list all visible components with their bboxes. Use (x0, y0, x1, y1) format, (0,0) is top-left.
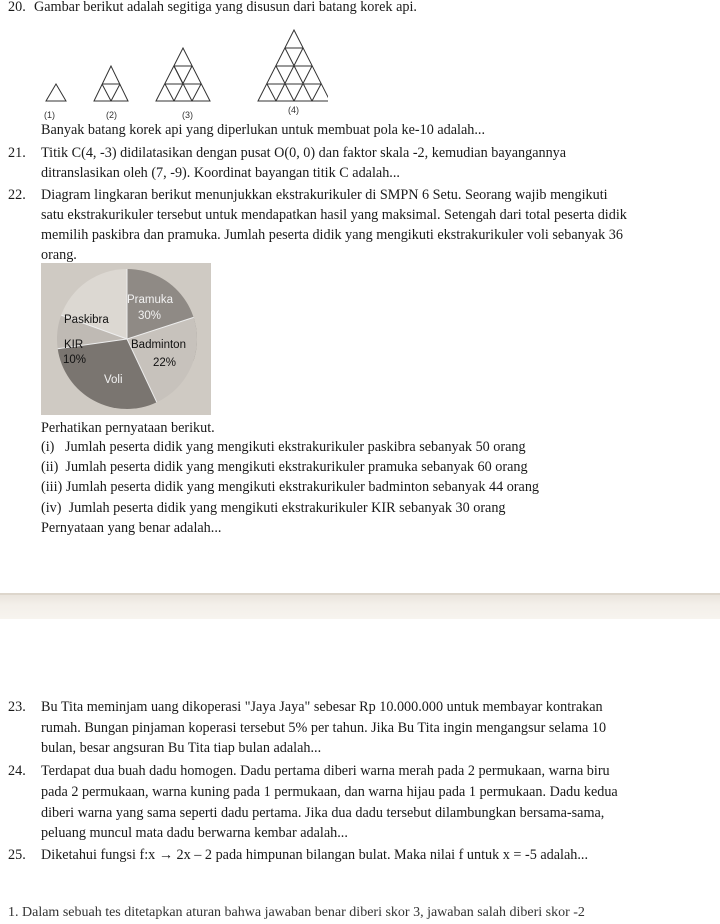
question-24-line4: peluang muncul mata dadu berwarna kembar adalah... (41, 825, 348, 841)
question-22-line3: memilih paskibra dan pramuka. Jumlah peserta didik yang mengikuti ekstrakurikuler voli sebanyak 36 (41, 227, 623, 243)
statement-iv: (iv) Jumlah peserta didik yang mengikuti ekstrakurikuler KIR sebanyak 30 orang (41, 500, 506, 516)
question-number: 23. (8, 699, 26, 715)
triangle-pattern-4 (258, 30, 328, 101)
question-20 (8, 0, 672, 18)
question-22-ask: Pernyataan yang benar adalah... (41, 520, 222, 536)
triangle-pattern-3 (156, 48, 210, 101)
question-number: 24. (8, 763, 26, 779)
statement-iii: (iii) Jumlah peserta didik yang mengikuti ekstrakurikuler badminton sebanyak 44 orang (41, 479, 540, 495)
figure-label-2: (2) (106, 110, 117, 120)
pie-label-badminton: Badminton (131, 339, 186, 351)
question-21-line1: Titik C(4, -3) didilatasikan dengan pusat O(0, 0) dan faktor skala -2, kemudian bayangannya (41, 145, 567, 161)
cutoff-next-question: 1. Dalam sebuah tes ditetapkan aturan bahwa jawaban benar diberi skor 3, jawaban salah diberi skor -2 (8, 905, 585, 920)
question-number: 20. (8, 0, 26, 15)
question-21-line2: ditranslasikan oleh (7, -9). Koordinat bayangan titik C adalah... (41, 165, 400, 181)
pie-label-badminton-pct: 22% (153, 357, 177, 369)
question-23-line3: bulan, besar angsuran Bu Tita tiap bulan adalah... (41, 740, 322, 756)
pie-label-kir: KIR (64, 339, 84, 351)
figure-label-4: (4) (288, 105, 299, 115)
question-22-line4: orang. (41, 247, 77, 263)
matchstick-triangles-figure (38, 22, 328, 117)
question-23-line2: rumah. Bungan pinjaman koperasi tersebut 5% per tahun. Jika Bu Tita ingin mengangsur selama 10 (41, 720, 607, 736)
question-number: 25. (8, 847, 26, 863)
triangle-pattern-1 (46, 84, 66, 101)
question-20-ask: Banyak batang korek api yang diperlukan untuk membuat pola ke-10 adalah... (41, 122, 486, 138)
pie-label-pramuka-pct: 30% (138, 310, 162, 322)
question-25-text: Diketahui fungsi f:x → 2x – 2 pada himpunan bilangan bulat. Maka nilai f untuk x = -5 adalah... (41, 847, 589, 863)
pie-chart-photo (41, 263, 211, 415)
statement-ii: (ii) Jumlah peserta didik yang mengikuti ekstrakurikuler pramuka sebanyak 60 orang (41, 459, 528, 475)
figure-label-3: (3) (182, 110, 193, 120)
question-stem: Gambar berikut adalah segitiga yang disusun dari batang korek api. (34, 0, 417, 15)
question-22-line2: satu ekstrakurikuler tersebut untuk mendapatkan hasil yang maksimal. Setengah dari total peserta didik (41, 207, 627, 223)
question-number: 21. (8, 145, 26, 161)
pie-label-pramuka: Pramuka (127, 294, 174, 306)
statement-i: (i) Jumlah peserta didik yang mengikuti ekstrakurikuler paskibra sebanyak 50 orang (41, 439, 526, 455)
triangle-pattern-2 (94, 66, 128, 101)
pie-label-kir-pct: 10% (63, 354, 87, 366)
question-24-line2: pada 2 permukaan, warna kuning pada 1 permukaan, dan warna hijau pada 1 permukaan. Dadu kedua (41, 784, 618, 800)
pie-label-voli: Voli (104, 374, 123, 386)
question-24-line3: diberi warna yang sama seperti dadu pertama. Jika dua dadu tersebut dilambungkan bersama-sama, (41, 805, 605, 821)
pie-label-paskibra: Paskibra (64, 314, 109, 326)
question-number: 22. (8, 187, 26, 203)
page-gap (0, 595, 720, 619)
question-22-line1: Diagram lingkaran berikut menunjukkan ekstrakurikuler di SMPN 6 Setu. Seorang wajib mengikuti (41, 187, 608, 203)
question-24-line1: Terdapat dua buah dadu homogen. Dadu pertama diberi warna merah pada 2 permukaan, warna biru (41, 763, 610, 779)
question-23-line1: Bu Tita meminjam uang dikoperasi "Jaya Jaya" sebesar Rp 10.000.000 untuk membayar kontrakan (41, 699, 603, 715)
question-22-note: Perhatikan pernyataan berikut. (41, 420, 215, 436)
figure-label-1: (1) (44, 110, 55, 120)
